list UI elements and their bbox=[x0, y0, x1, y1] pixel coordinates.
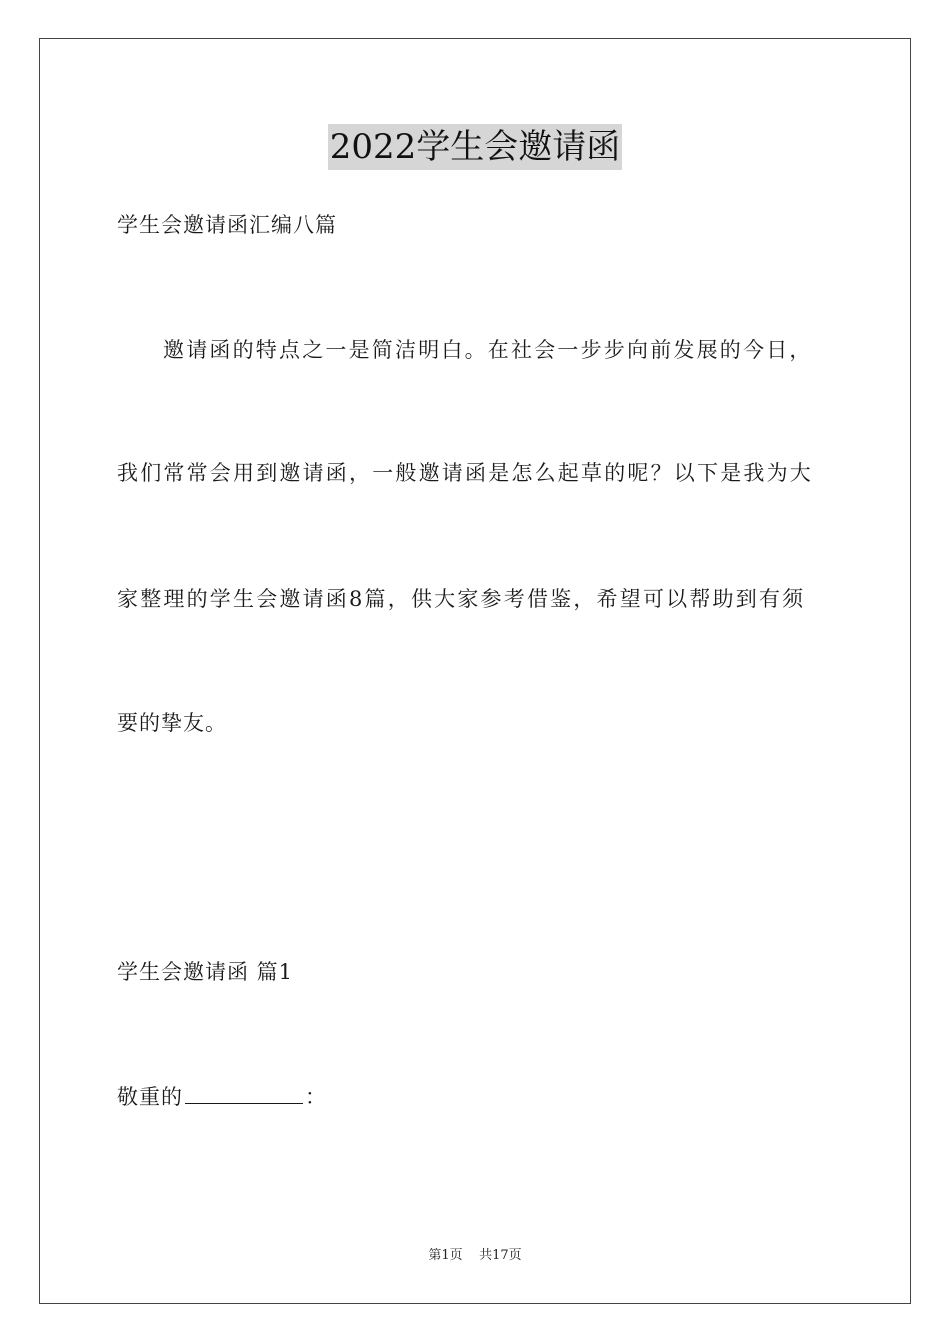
greeting-line bbox=[117, 1082, 327, 1112]
paragraph-line-1: 邀请函的特点之一是简洁明白。在社会一步步向前发展的今日， bbox=[163, 338, 813, 362]
title-container bbox=[0, 124, 950, 170]
paragraph-line-4: 要的挚友。 bbox=[117, 711, 227, 735]
recipient-blank bbox=[185, 1083, 303, 1104]
page-footer bbox=[0, 1247, 950, 1265]
document-subtitle: 学生会邀请函汇编八篇 bbox=[117, 213, 337, 237]
page-total: 共17页 bbox=[479, 1248, 522, 1263]
section-heading: 学生会邀请函 篇1 bbox=[117, 960, 294, 984]
paragraph-line-2: 我们常常会用到邀请函，一般邀请函是怎么起草的呢？以下是我为大 bbox=[117, 461, 813, 485]
greeting-prefix: 敬重的 bbox=[117, 1085, 183, 1109]
paragraph-line-3: 家整理的学生会邀请函8篇，供大家参考借鉴，希望可以帮助到有须 bbox=[117, 587, 806, 611]
greeting-suffix: ： bbox=[305, 1085, 327, 1109]
page-number: 第1页 bbox=[428, 1248, 463, 1263]
document-title: 2022学生会邀请函 bbox=[328, 124, 623, 170]
